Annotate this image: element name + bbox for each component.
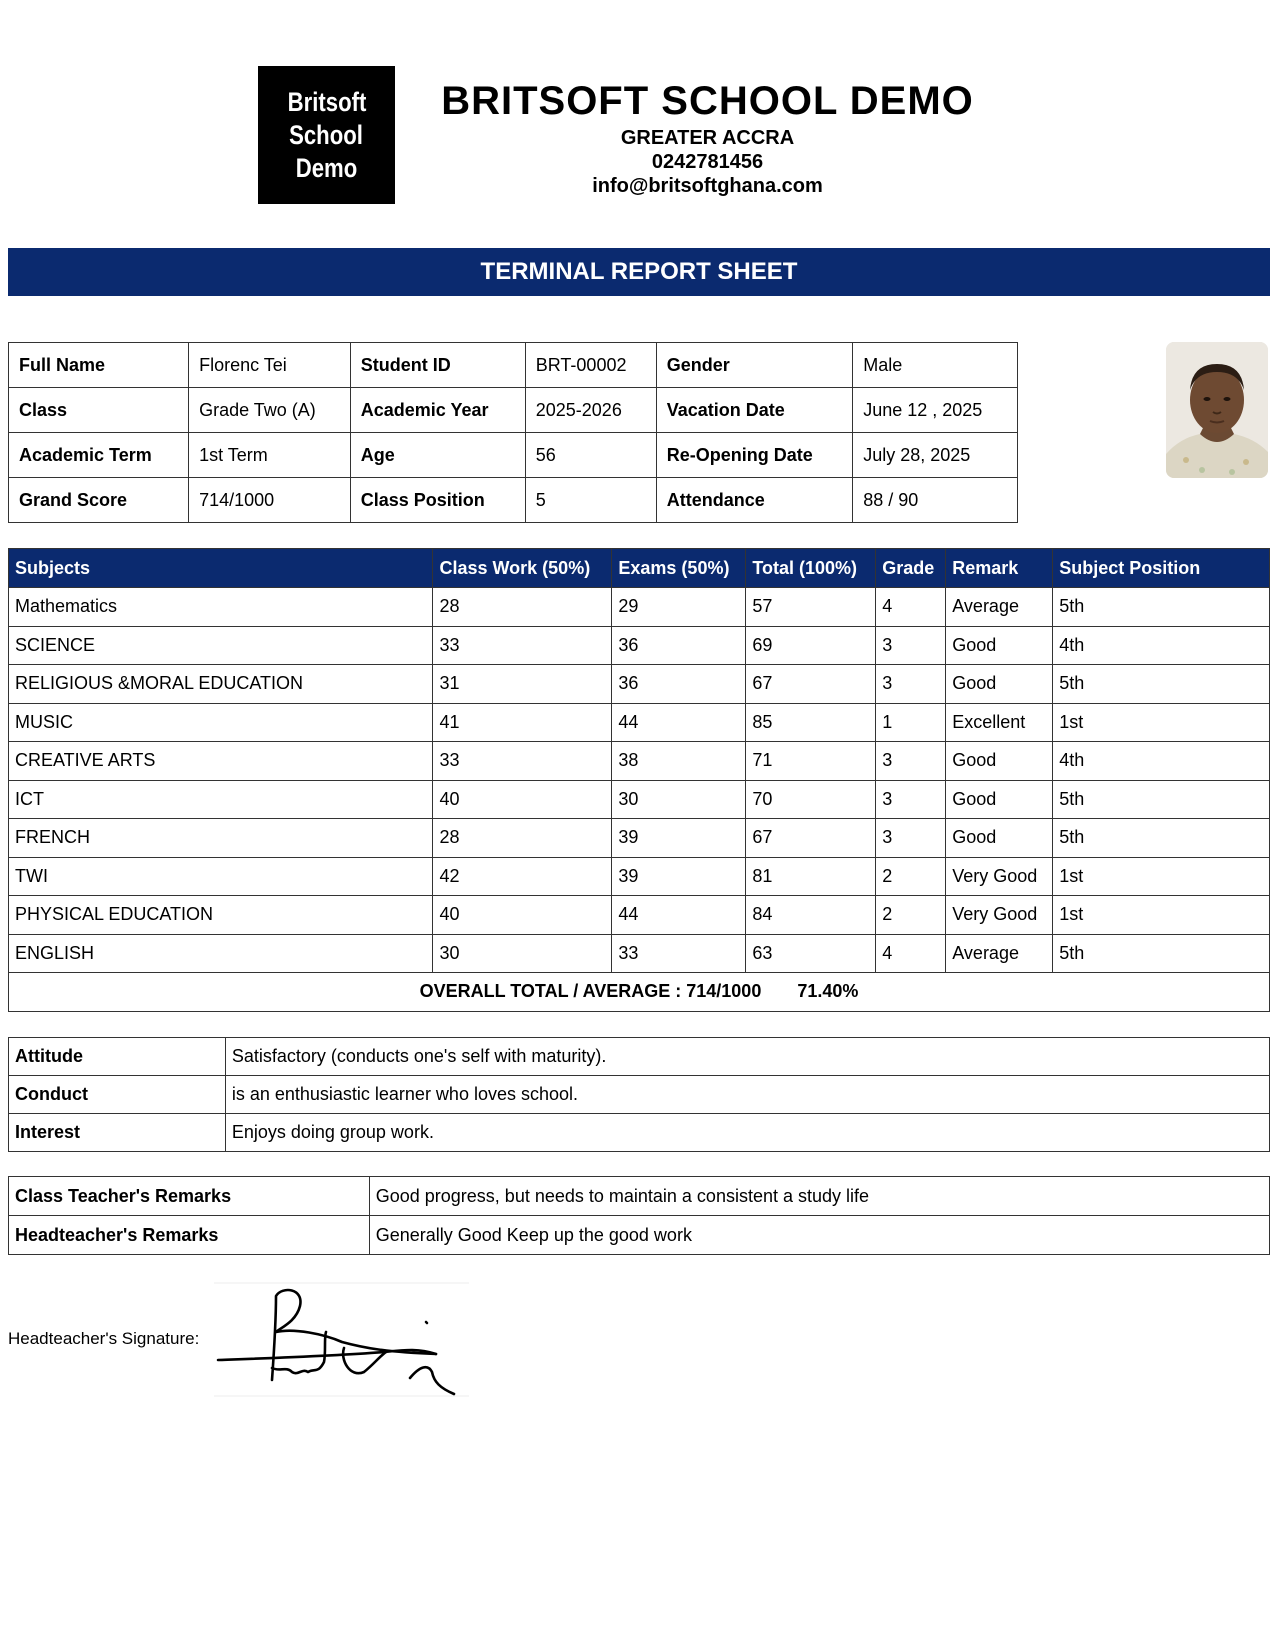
remark-label: Class Teacher's Remarks [9, 1177, 370, 1216]
grade-cell: 4 [876, 934, 946, 973]
table-row [9, 626, 1270, 665]
overall-average: 71.40% [797, 981, 859, 1002]
grade-cell: 2 [876, 857, 946, 896]
subject-cell: CREATIVE ARTS [9, 742, 433, 781]
subject-cell: MUSIC [9, 703, 433, 742]
remark-cell: Average [946, 934, 1053, 973]
grade-cell: 3 [876, 626, 946, 665]
column-header: Subject Position [1053, 549, 1270, 588]
total-cell: 85 [746, 703, 876, 742]
info-value: June 12 , 2025 [853, 388, 1018, 433]
classwork-cell: 30 [433, 934, 612, 973]
grade-cell: 3 [876, 819, 946, 858]
column-header: Total (100%) [746, 549, 876, 588]
info-label: Full Name [9, 343, 189, 388]
trait-row [9, 1076, 1270, 1114]
info-value: 56 [525, 433, 656, 478]
total-cell: 67 [746, 665, 876, 704]
table-row [9, 896, 1270, 935]
remark-cell: Good [946, 780, 1053, 819]
classwork-cell: 33 [433, 626, 612, 665]
remark-cell: Good [946, 665, 1053, 704]
remark-label: Headteacher's Remarks [9, 1216, 370, 1255]
total-cell: 63 [746, 934, 876, 973]
grade-cell: 4 [876, 588, 946, 627]
table-row [9, 742, 1270, 781]
column-header: Remark [946, 549, 1053, 588]
total-cell: 57 [746, 588, 876, 627]
student-photo [1166, 342, 1268, 478]
column-header: Grade [876, 549, 946, 588]
info-value: 714/1000 [189, 478, 351, 523]
position-cell: 1st [1053, 896, 1270, 935]
remark-cell: Very Good [946, 857, 1053, 896]
classwork-cell: 33 [433, 742, 612, 781]
classwork-cell: 28 [433, 819, 612, 858]
table-row [9, 588, 1270, 627]
grades-table [8, 548, 1270, 1012]
info-label: Class Position [350, 478, 525, 523]
grade-cell: 1 [876, 703, 946, 742]
info-value: 5 [525, 478, 656, 523]
remark-value: Good progress, but needs to maintain a consistent a study life [369, 1177, 1269, 1216]
school-email: info@britsoftghana.com [592, 175, 823, 197]
classwork-cell: 28 [433, 588, 612, 627]
grade-cell: 3 [876, 665, 946, 704]
position-cell: 1st [1053, 703, 1270, 742]
exam-cell: 29 [612, 588, 746, 627]
info-value: Grade Two (A) [189, 388, 351, 433]
school-logo [258, 66, 395, 204]
trait-row [9, 1038, 1270, 1076]
subject-cell: FRENCH [9, 819, 433, 858]
table-row [9, 857, 1270, 896]
info-value: July 28, 2025 [853, 433, 1018, 478]
logo-line: Demo [295, 152, 358, 183]
subject-cell: ICT [9, 780, 433, 819]
classwork-cell: 31 [433, 665, 612, 704]
traits-table [8, 1037, 1270, 1152]
exam-cell: 36 [612, 665, 746, 704]
signature-label: Headteacher's Signature: [8, 1329, 200, 1348]
total-cell: 81 [746, 857, 876, 896]
grade-cell: 3 [876, 780, 946, 819]
classwork-cell: 42 [433, 857, 612, 896]
info-label: Vacation Date [656, 388, 852, 433]
total-cell: 70 [746, 780, 876, 819]
position-cell: 5th [1053, 780, 1270, 819]
info-row [9, 388, 1018, 433]
exam-cell: 38 [612, 742, 746, 781]
trait-row [9, 1114, 1270, 1152]
trait-value: is an enthusiastic learner who loves school. [225, 1076, 1269, 1114]
subject-cell: PHYSICAL EDUCATION [9, 896, 433, 935]
info-label: Attendance [656, 478, 852, 523]
remark-cell: Good [946, 819, 1053, 858]
school-phone: 0242781456 [651, 151, 764, 173]
info-value: 2025-2026 [525, 388, 656, 433]
info-value: BRT-00002 [525, 343, 656, 388]
info-label: Academic Year [350, 388, 525, 433]
position-cell: 4th [1053, 626, 1270, 665]
subject-cell: SCIENCE [9, 626, 433, 665]
grade-cell: 3 [876, 742, 946, 781]
total-cell: 69 [746, 626, 876, 665]
table-row [9, 780, 1270, 819]
trait-label: Attitude [9, 1038, 226, 1076]
remark-cell: Very Good [946, 896, 1053, 935]
column-header: Class Work (50%) [433, 549, 612, 588]
position-cell: 5th [1053, 819, 1270, 858]
logo-line: Britsoft [287, 86, 366, 117]
exam-cell: 44 [612, 703, 746, 742]
position-cell: 5th [1053, 665, 1270, 704]
exam-cell: 39 [612, 857, 746, 896]
info-value: 88 / 90 [853, 478, 1018, 523]
total-cell: 71 [746, 742, 876, 781]
classwork-cell: 40 [433, 896, 612, 935]
info-row [9, 343, 1018, 388]
info-value: 1st Term [189, 433, 351, 478]
table-row [9, 934, 1270, 973]
info-row [9, 478, 1018, 523]
remark-cell: Average [946, 588, 1053, 627]
remark-cell: Good [946, 626, 1053, 665]
classwork-cell: 41 [433, 703, 612, 742]
subject-cell: Mathematics [9, 588, 433, 627]
position-cell: 5th [1053, 588, 1270, 627]
school-region: GREATER ACCRA [620, 127, 795, 149]
info-label: Student ID [350, 343, 525, 388]
subject-cell: ENGLISH [9, 934, 433, 973]
report-title: TERMINAL REPORT SHEET [480, 258, 798, 285]
remarks-table [8, 1176, 1270, 1255]
headteacher-signature [214, 1282, 469, 1397]
school-header [420, 76, 995, 198]
trait-value: Satisfactory (conducts one's self with maturity). [225, 1038, 1269, 1076]
table-row [9, 703, 1270, 742]
trait-value: Enjoys doing group work. [225, 1114, 1269, 1152]
exam-cell: 36 [612, 626, 746, 665]
exam-cell: 30 [612, 780, 746, 819]
info-label: Class [9, 388, 189, 433]
overall-total [9, 973, 1270, 1012]
info-label: Re-Opening Date [656, 433, 852, 478]
report-title-banner [8, 248, 1270, 296]
info-value: Florenc Tei [189, 343, 351, 388]
info-value: Male [853, 343, 1018, 388]
overall-total-label: OVERALL TOTAL / AVERAGE : 714/1000 [419, 981, 762, 1002]
remark-row [9, 1177, 1270, 1216]
column-header: Exams (50%) [612, 549, 746, 588]
info-row [9, 433, 1018, 478]
trait-label: Conduct [9, 1076, 226, 1114]
remark-cell: Good [946, 742, 1053, 781]
position-cell: 4th [1053, 742, 1270, 781]
student-info-table [8, 342, 1018, 523]
overall-row [9, 973, 1270, 1012]
column-header: Subjects [9, 549, 433, 588]
trait-label: Interest [9, 1114, 226, 1152]
info-label: Academic Term [9, 433, 189, 478]
logo-line: School [289, 119, 364, 150]
info-label: Grand Score [9, 478, 189, 523]
grade-cell: 2 [876, 896, 946, 935]
remark-cell: Excellent [946, 703, 1053, 742]
subject-cell: RELIGIOUS &MORAL EDUCATION [9, 665, 433, 704]
classwork-cell: 40 [433, 780, 612, 819]
exam-cell: 33 [612, 934, 746, 973]
info-label: Gender [656, 343, 852, 388]
total-cell: 67 [746, 819, 876, 858]
subject-cell: TWI [9, 857, 433, 896]
table-row [9, 819, 1270, 858]
exam-cell: 39 [612, 819, 746, 858]
remark-value: Generally Good Keep up the good work [369, 1216, 1269, 1255]
exam-cell: 44 [612, 896, 746, 935]
position-cell: 1st [1053, 857, 1270, 896]
remark-row [9, 1216, 1270, 1255]
table-row [9, 665, 1270, 704]
grades-header-row [9, 549, 1270, 588]
total-cell: 84 [746, 896, 876, 935]
position-cell: 5th [1053, 934, 1270, 973]
school-name: BRITSOFT SCHOOL DEMO [441, 79, 974, 123]
info-label: Age [350, 433, 525, 478]
